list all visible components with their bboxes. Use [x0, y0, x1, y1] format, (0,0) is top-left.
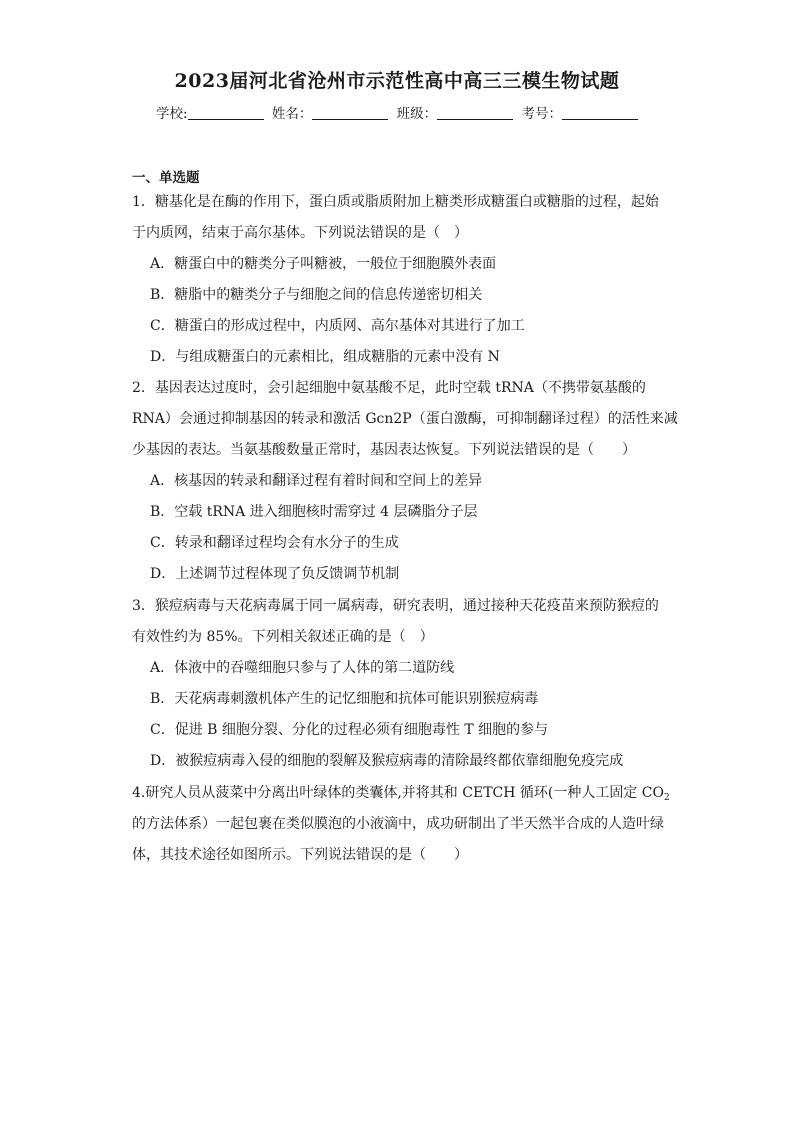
question-1-line-2: 于内质网，结束于高尔基体。下列说法错误的是（ ） — [132, 225, 468, 241]
question-2-option-d: D．上述调节过程体现了负反馈调节机制 — [150, 566, 400, 582]
question-3-option-d: D．被猴痘病毒入侵的细胞的裂解及猴痘病毒的清除最终都依靠细胞免疫完成 — [150, 753, 624, 769]
name-field: 姓名： — [272, 102, 389, 122]
exam-title: 2023届河北省沧州市示范性高中高三三模生物试题 — [174, 70, 620, 92]
question-3-line-1: 3．猴痘病毒与天花病毒属于同一属病毒，研究表明，通过接种天花疫苗来预防猴痘的 — [132, 598, 659, 614]
school-field: 学校: — [156, 102, 264, 122]
question-4-line-2: 的方法体系）一起包裹在类似膜泡的小液滴中，成功研制出了半天然半合成的人造叶绿 — [132, 816, 664, 832]
question-3-option-a: A．体液中的吞噬细胞只参与了人体的第二道防线 — [150, 660, 455, 676]
student-info-row — [0, 102, 794, 122]
question-3-option-c: C．促进 B 细胞分裂、分化的过程必须有细胞毒性 T 细胞的参与 — [150, 722, 549, 738]
question-4-line-1: 4.研究人员从菠菜中分离出叶绿体的类囊体,并将其和 CETCH 循环(一种人工固定 $CO_2$ — [132, 785, 670, 803]
question-1-option-a: A．糖蛋白中的糖类分子叫糖被，一般位于细胞膜外表面 — [150, 256, 497, 272]
class-blank[interactable] — [437, 106, 513, 120]
question-1-option-b: B．糖脂中的糖类分子与细胞之间的信息传递密切相关 — [150, 287, 483, 303]
question-2-line-1: 2．基因表达过度时，会引起细胞中氨基酸不足，此时空载 tRNA（不携带氨基酸的 — [132, 380, 646, 396]
co2-subscript: 2 — [664, 793, 670, 803]
question-2-option-c: C．转录和翻译过程均会有水分子的生成 — [150, 535, 399, 551]
question-4-line-3: 体，其技术途径如图所示。下列说法错误的是（ ） — [132, 847, 468, 863]
exam-number-field: 考号： — [521, 102, 638, 122]
question-1-option-c: C．糖蛋白的形成过程中，内质网、高尔基体对其进行了加工 — [150, 318, 525, 334]
section-heading: 一、单选题 — [132, 170, 200, 186]
question-1-option-d: D．与组成糖蛋白的元素相比，组成糖脂的元素中没有 N — [150, 349, 500, 365]
school-blank[interactable] — [188, 106, 264, 120]
question-3-option-b: B．天花病毒刺激机体产生的记忆细胞和抗体可能识别猴痘病毒 — [150, 691, 539, 707]
question-2-option-a: A．核基因的转录和翻译过程有着时间和空间上的差异 — [150, 473, 483, 489]
question-2-line-2: RNA）会通过抑制基因的转录和激活 Gcn2P（蛋白激酶，可抑制翻译过程）的活性来减 — [132, 411, 678, 427]
question-2-line-3: 少基因的表达。当氨基酸数量正常时，基因表达恢复。下列说法错误的是（ ） — [132, 442, 636, 458]
question-1-line-1: 1．糖基化是在酶的作用下，蛋白质或脂质附加上糖类形成糖蛋白或糖脂的过程，起始 — [132, 194, 659, 210]
exam-number-blank[interactable] — [562, 106, 638, 120]
question-3-line-2: 有效性约为 85%。下列相关叙述正确的是（ ） — [132, 629, 434, 645]
question-2-option-b: B．空载 tRNA 进入细胞核时需穿过 4 层磷脂分子层 — [150, 504, 478, 520]
name-blank[interactable] — [312, 106, 388, 120]
class-field: 班级： — [397, 102, 514, 122]
